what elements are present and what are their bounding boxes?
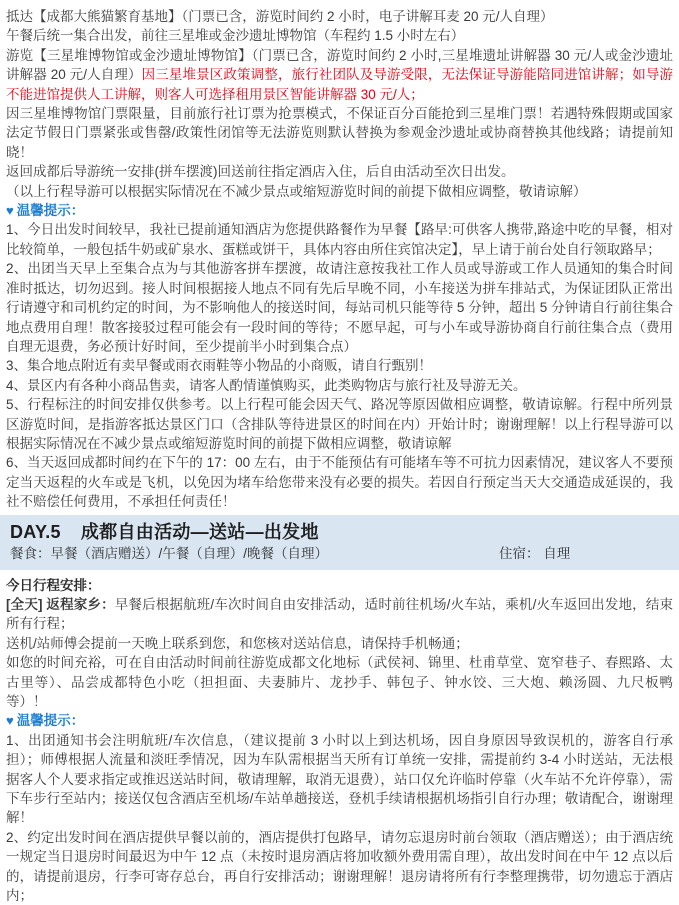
lunch-departure-line: 午餐后统一集合出发，前往三星堆或金沙遗址博物馆（车程约 1.5 小时左右） [6,28,465,44]
day4-tip-4: 4、景区内有各种小商品售卖，请客人酌情谨慎购买，此类购物店与旅行社及导游无关。 [6,377,527,393]
day4-tip-1: 1、今日出发时间较早，我社已提前通知酒店为您提供路餐作为早餐【路早:可供客人携带,路途中吃的早餐，相对比较简单，一般包括牛奶或矿泉水、蛋糕或饼干，具体内容由所住宾馆决定】，早上请于前台处自行领取路早； [6,222,673,257]
museum-visit-text: 游览【三星堆博物馆或金沙遗址博物馆】（门票已含，游览时间约 2 小时,三星堆遗址讲解器 30 元/人或金沙遗址讲解器 20 元/人自理） [6,47,673,83]
day4-tips-title: 温馨提示： [16,203,85,219]
ticket-limit-warning: 因三星堆博物馆门票限量，目前旅行社订票为抢票模式，不保证百分百能抢到三星堆门票！若遇特殊假期或国家法定节假日门票紧张或售罄/政策性闭馆等无法游览则默认替换为参观金沙遗址或协商替换其他线路；请提前知晓！ [6,106,673,160]
today-plan-heading: 今日行程安排： [6,577,101,593]
day5-itinerary-section [0,570,679,905]
adjustment-note: （以上行程导游可以根据实际情况在不减少景点或缩短游览时间的前提下做相应调整，敬请谅解） [6,183,587,199]
day4-tip-5: 5、行程标注的时间安排仅供参考。以上行程可能会因天气、路况等原因做相应调整，敬请谅解。行程中所列景区游览时间，是指游客抵达景区门口（含排队等待进景区的时间在内）开始计时；谢谢理解！以上行程导游可以根据实际情况在不减少景点或缩短游览时间的前提下做相应调整，敬请谅解 [6,397,673,451]
day5-label: DAY.5 [10,521,61,542]
meals-info: 餐食：早餐（酒店赠送）/午餐（自理）/晚餐（自理） [10,545,329,561]
fullday-label: [全天] 返程家乡： [6,596,115,612]
day4-tip-2: 2、出团当天早上至集合点为与其他游客拼车摆渡，故请注意按我社工作人员或导游或工作人员通知的集合时间准时抵达，切勿迟到。接人时间根据接人地点不同有先后早晚不同，小车接送为拼车排站式，为保证团队正常出行请遵守和司机约定的时间，为不影响他人的接送时间，每站司机只能等待 5 分钟，超出 5 分钟请自行前往集合地点费用自理！散客接驳过程可能会有一段时间的等待；不愿早起，可与小车或导游协商自行前往集合点（费用自理无退费，务必预计好时间，至少提前半小时到集合点） [6,261,673,354]
day4-tip-6: 6、当天返回成都时间约在下午的 17：00 左右，由于不能预估有可能堵车等不可抗力因素情况，建议客人不要预定当天返程的火车或是飞机，以免因为堵车给您带来没有必要的损失。若因自行预定当天大交通造成延误的，我社不赔偿任何费用，不承担任何责任！ [6,455,673,510]
arrival-line: 抵达【成都大熊猫繁育基地】（门票已含，游览时间约 2 小时，电子讲解耳麦 20 元/人自理） [6,9,554,24]
day5-title-text: 成都自由活动—送站—出发地 [80,521,319,542]
fullday-text: 早餐后根据航班/车次时间自由安排活动，适时前往机场/火车站，乘机/火车返回出发地，结束所有行程； [6,596,673,632]
day4-tips-header [6,201,673,220]
lodging-info: 住宿： 自理 [499,545,571,561]
day5-tip-2: 2、约定出发时间在酒店提供早餐以前的，酒店提供打包路早，请勿忘退房时前台领取（酒店赠送）；由于酒店统一规定当日退房时间最迟为中午 12 点（未按时退房酒店将加收额外费用需自理），故出发时间在中午 12 点以后的，请提前退房，行李可寄存总台，再自行安排活动；谢谢理解！退房请将所有行李整理携带，切勿遗忘于酒店内； [6,829,673,904]
heart-icon: ♥ [6,203,14,219]
day5-tips-header [6,711,673,730]
museum-visit-line [6,46,673,104]
day5-tips-title: 温馨提示： [16,713,85,729]
day5-header-bar [0,515,679,570]
day5-title [10,521,669,543]
driver-contact-line: 送机/站师傅会提前一天晚上联系到您，和您核对送站信息，请保持手机畅通； [6,635,469,651]
guide-policy-warning: 因三星堆景区政策调整，旅行社团队及导游受限，无法保证导游能陪同进馆讲解；如导游不能进馆提供人工讲解，则客人可选择租用景区智能讲解器 30 元/人； [6,67,673,102]
return-hotel-line: 返回成都后导游统一安排(拼车摆渡)回送前往指定酒店入住，后自由活动至次日出发。 [6,164,515,180]
free-time-suggestion-line: 如您的时间充裕，可在自由活动时间前往游览成都文化地标（武侯祠、锦里、杜甫草堂、宽窄巷子、春熙路、太古里等）、品尝成都特色小吃（担担面、夫妻肺片、龙抄手、韩包子、钟水饺、三大炮、赖汤圆、九尺板鸭等）！ [6,655,673,709]
heart-icon: ♥ [6,713,14,729]
day4-tip-3: 3、集合地点附近有卖早餐或雨衣雨鞋等小物品的小商贩，请自行甄别！ [6,358,433,374]
fullday-return-line [6,595,673,634]
day5-meta-row [10,545,669,563]
day5-tip-1: 1、出团通知书会注明航班/车次信息，（建议提前 3 小时以上到达机场，因自身原因导致误机的，游客自行承担）；师傅根据人流量和淡旺季情况，因为车队需根据当天所有订单统一安排，需提前约 3-4 小时送站，无法根据客人个人要求指定或推迟送站时间，敬请理解，取消无退费），站口仅允许临时停靠（火车站不允许停靠），需下车步行至站内；接送仅包含酒店至机场/车站单趟接送，登机手续请根据机场指引自行办理；敬请配合，谢谢理解！ [6,732,673,826]
